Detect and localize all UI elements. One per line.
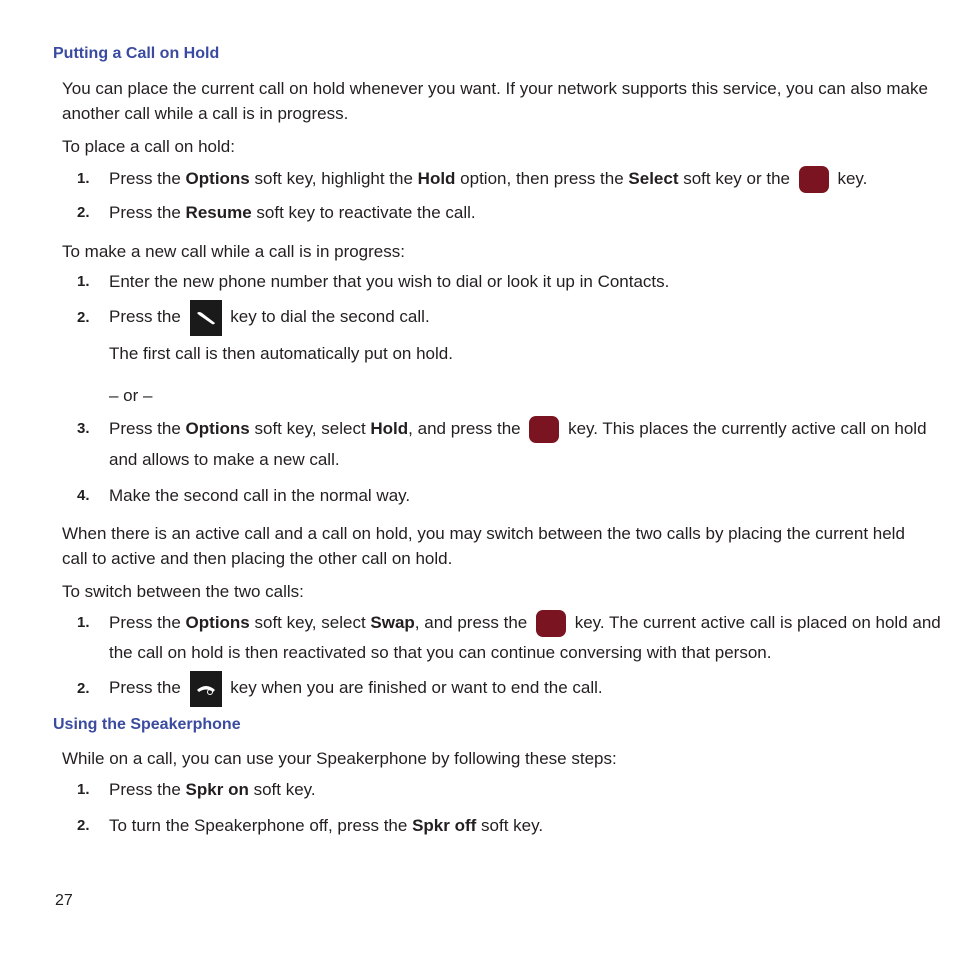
select-term: Select xyxy=(628,169,679,188)
hold-step-1 xyxy=(109,166,867,193)
step-text: soft key, select xyxy=(249,419,371,438)
active-call-para: When there is an active call and a call on hold, you may switch between the two calls by placing the current held xyxy=(62,524,905,543)
step-text: soft key, select xyxy=(249,613,371,632)
switch-step-2 xyxy=(109,670,603,707)
hold-term: Hold xyxy=(417,169,456,188)
options-term: Options xyxy=(185,613,250,632)
active-call-para-cont: call to active and then placing the other call on hold. xyxy=(62,549,453,568)
resume-term: Resume xyxy=(185,203,252,222)
spkr-off-term: Spkr off xyxy=(412,816,477,835)
step-text: , and press the xyxy=(408,419,526,438)
send-key-icon xyxy=(190,300,222,336)
step-text: key. The current active call is placed on hold and xyxy=(569,613,941,632)
speaker-step-2 xyxy=(109,813,543,838)
section-heading-hold: Putting a Call on Hold xyxy=(53,45,220,62)
page-number: 27 xyxy=(55,892,73,909)
step-text: Press the xyxy=(109,419,186,438)
speaker-step-1 xyxy=(109,777,316,802)
step-number: 1. xyxy=(77,614,90,631)
step-text: Press the xyxy=(109,203,186,222)
new-call-step-4: Make the second call in the normal way. xyxy=(109,486,411,505)
hold-intro: You can place the current call on hold whenever you want. If your network supports this service, you can also make xyxy=(62,79,928,98)
switch-step-1-cont: the call on hold is then reactivated so that you can continue conversing with that person. xyxy=(109,643,772,662)
new-call-label: To make a new call while a call is in progress: xyxy=(62,242,405,261)
step-text: Press the xyxy=(109,307,186,326)
step-text: Press the xyxy=(109,169,186,188)
step-text: soft key. xyxy=(248,780,316,799)
step-text: soft key, highlight the xyxy=(249,169,418,188)
switch-step-1 xyxy=(109,610,941,637)
section-heading-speakerphone: Using the Speakerphone xyxy=(53,716,241,733)
step-text: Press the xyxy=(109,678,186,697)
step-text: soft key. xyxy=(476,816,544,835)
or-separator: – or – xyxy=(109,386,153,405)
step-text: key. This places the currently active call on hold xyxy=(563,419,927,438)
hold-term: Hold xyxy=(370,419,409,438)
ok-key-icon xyxy=(529,416,559,443)
step-text: To turn the Speakerphone off, press the xyxy=(109,816,413,835)
step-number: 4. xyxy=(77,487,90,504)
new-call-step-3 xyxy=(109,416,927,443)
ok-key-icon xyxy=(536,610,566,637)
step-text: key to dial the second call. xyxy=(225,307,430,326)
switch-label: To switch between the two calls: xyxy=(62,582,304,601)
step-number: 2. xyxy=(77,204,90,221)
step-text: Press the xyxy=(109,780,186,799)
options-term: Options xyxy=(185,169,250,188)
new-call-step-1: Enter the new phone number that you wish to dial or look it up in Contacts. xyxy=(109,272,670,291)
new-call-step-2 xyxy=(109,299,430,336)
hold-intro-cont: another call while a call is in progress. xyxy=(62,104,349,123)
step-text: key. xyxy=(832,169,868,188)
step-text: option, then press the xyxy=(455,169,629,188)
step-number: 1. xyxy=(77,781,90,798)
step-number: 3. xyxy=(77,420,90,437)
step-text: soft key or the xyxy=(678,169,795,188)
step-text: key when you are finished or want to end the call. xyxy=(225,678,603,697)
end-key-icon xyxy=(190,671,222,707)
step-number: 1. xyxy=(77,170,90,187)
step-number: 1. xyxy=(77,273,90,290)
step-number: 2. xyxy=(77,309,90,326)
spkr-on-term: Spkr on xyxy=(185,780,249,799)
swap-term: Swap xyxy=(370,613,415,632)
hold-step-2 xyxy=(109,200,476,225)
step-text: Press the xyxy=(109,613,186,632)
place-label: To place a call on hold: xyxy=(62,137,235,156)
step-number: 2. xyxy=(77,817,90,834)
new-call-note: The first call is then automatically put on hold. xyxy=(109,344,453,363)
speaker-intro: While on a call, you can use your Speakerphone by following these steps: xyxy=(62,749,617,768)
new-call-step-3-cont: and allows to make a new call. xyxy=(109,450,340,469)
ok-key-icon xyxy=(799,166,829,193)
step-text: , and press the xyxy=(414,613,532,632)
options-term: Options xyxy=(185,419,250,438)
step-number: 2. xyxy=(77,680,90,697)
step-text: soft key to reactivate the call. xyxy=(251,203,476,222)
